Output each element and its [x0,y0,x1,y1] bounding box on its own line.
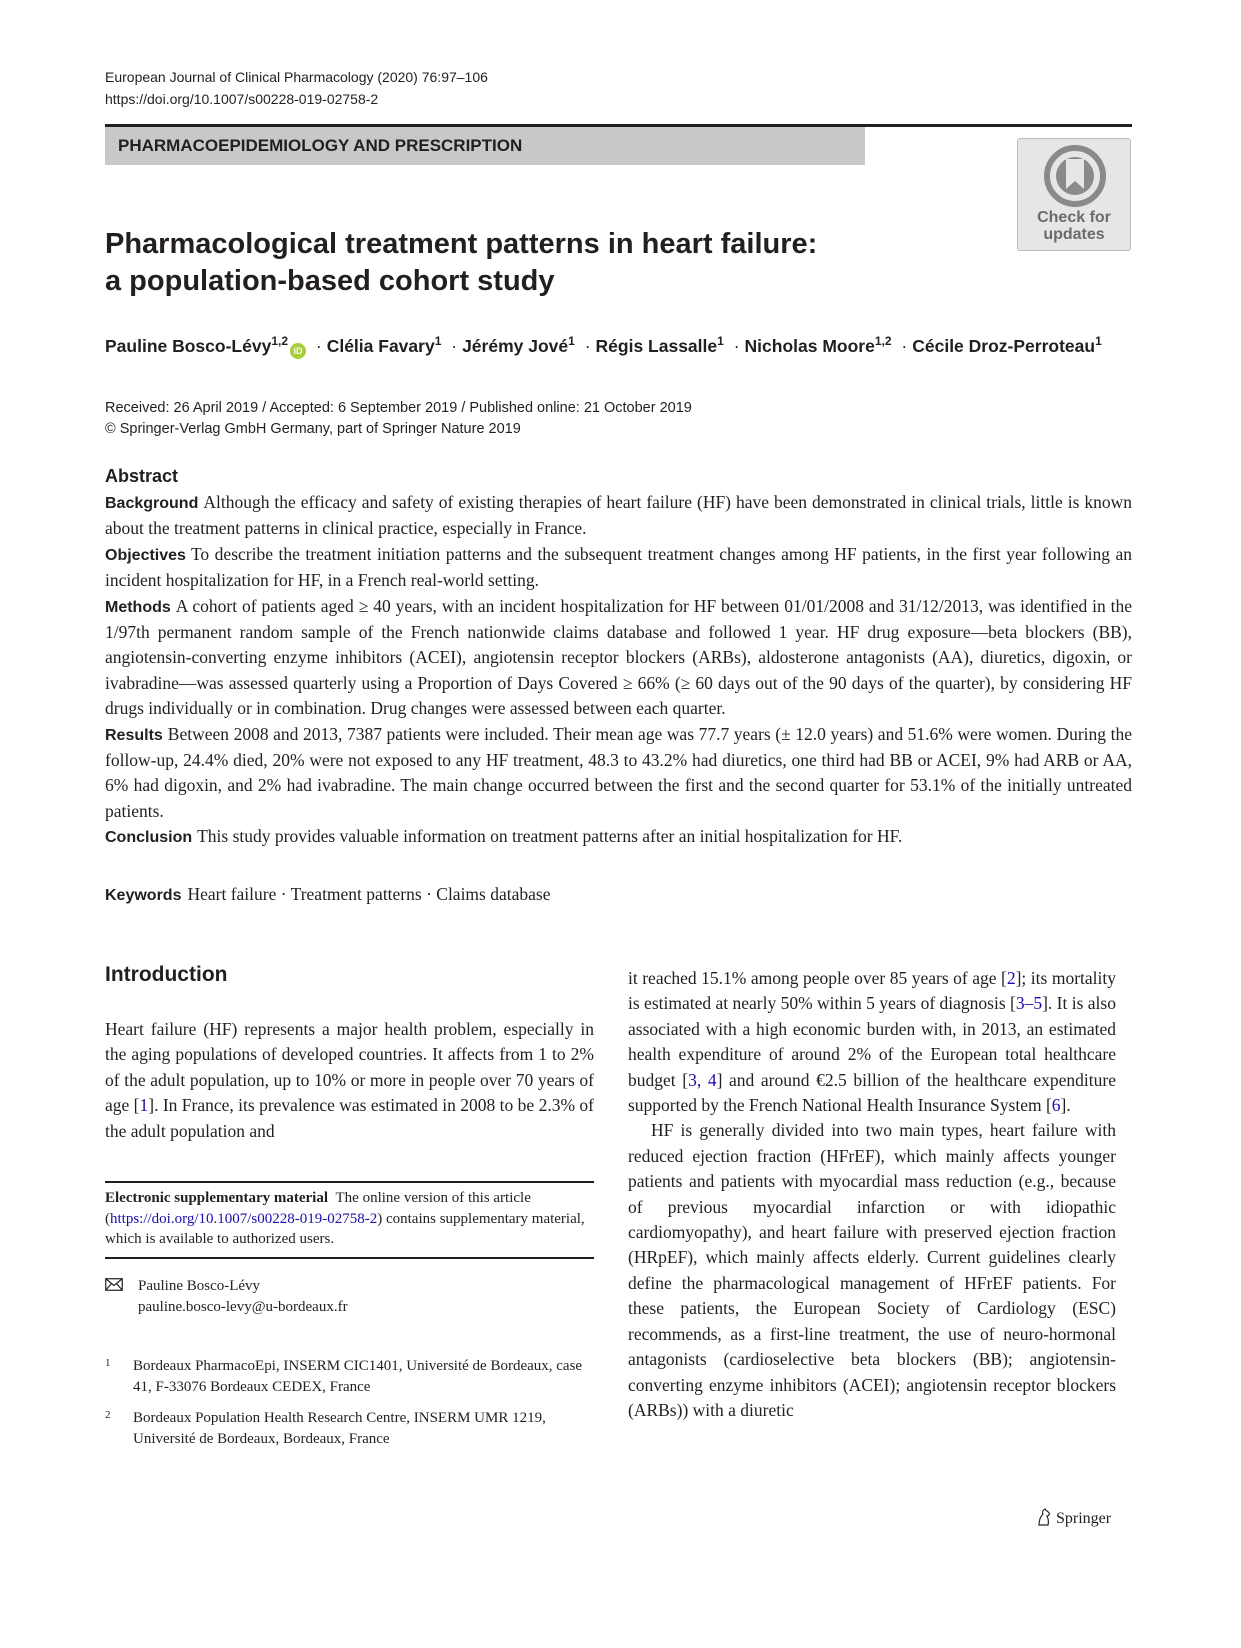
orcid-icon[interactable]: iD [290,343,306,359]
body-text: ]. It is also associated with a high economic burden with, in 2013, an estimated health expenditure of around 2% of the European total healthcare budget [ [628,993,1116,1090]
keywords-text: Heart failure · Treatment patterns · Claims database [187,884,551,904]
introduction-heading: Introduction [105,963,228,986]
author-separator: · [901,336,908,356]
affiliation-number: 1 [105,1357,111,1369]
esm-link[interactable]: https://doi.org/10.1007/s00228-019-02758-2 [110,1210,378,1227]
author-name[interactable]: Cécile Droz-Perroteau [912,336,1096,356]
citation-link[interactable]: 2 [1006,968,1016,988]
abstract-objectives [105,542,1132,594]
keywords [105,884,550,905]
springer-logo [1036,1508,1111,1528]
article-title [105,226,965,300]
publisher-name: Springer [1056,1510,1112,1527]
body-text: ] and around €2.5 billion of the healthcare expenditure supported by the French National Health Insurance System [ [628,1069,1116,1116]
author-affiliation: 1 [1095,334,1102,348]
citation-link[interactable]: 6 [1051,1095,1061,1116]
author-separator: · [315,336,322,356]
dates-line: Received: 26 April 2019 / Accepted: 6 September 2019 / Published online: 21 October 2019 [105,400,692,416]
journal-header [105,66,488,110]
introduction-paragraph-left [105,1017,594,1144]
keywords-label: Keywords [105,887,182,904]
abstract-results [105,722,1132,825]
author-name[interactable]: Jérémy Jové [462,336,569,356]
check-updates-line2: updates [1043,226,1105,243]
abstract-label: Methods [105,598,171,616]
author-list [105,333,1145,359]
correspondence-email[interactable]: pauline.bosco-levy@u-bordeaux.fr [138,1298,348,1315]
author-separator: · [584,336,591,356]
body-text: ]. [1060,1095,1071,1116]
abstract-label: Objectives [105,546,186,564]
abstract-body [105,490,1132,851]
section-label: PHARMACOEPIDEMIOLOGY AND PRESCRIPTION [105,127,865,165]
springer-horse-icon [1036,1508,1052,1526]
abstract-methods [105,594,1132,722]
abstract-background [105,490,1132,542]
citation-link[interactable]: 3–5 [1015,993,1043,1014]
abstract-text: This study provides valuable information on treatment patterns after an initial hospitalization for HF. [197,826,903,847]
doi-link[interactable]: https://doi.org/10.1007/s00228-019-02758-2 [105,91,379,107]
envelope-icon [105,1278,123,1291]
author-name[interactable]: Régis Lassalle [595,336,718,356]
author-affiliation: 1 [568,334,575,348]
introduction-paragraph [628,966,1116,1118]
check-for-updates-badge[interactable] [1017,138,1131,251]
title-line-1: Pharmacological treatment patterns in heart failure: [105,228,818,260]
abstract-label: Results [105,726,163,744]
esm-rule [105,1181,594,1183]
supplementary-material-note [105,1188,594,1250]
check-updates-icon [1044,145,1106,207]
introduction-column-right [628,966,1116,1423]
affiliation-text: Bordeaux PharmacoEpi, INSERM CIC1401, Université de Bordeaux, case 41, F-33076 Bordeaux CEDEX, France [133,1358,583,1395]
abstract-text: Although the efficacy and safety of existing therapies of heart failure (HF) have been demonstrated in clinical trials, little is known about the treatment patterns in clinical practice, especially in France. [105,492,1132,539]
abstract-heading: Abstract [105,466,179,486]
copyright-line: © Springer-Verlag GmbH Germany, part of Springer Nature 2019 [105,421,521,437]
abstract-text: Between 2008 and 2013, 7387 patients were included. Their mean age was 77.7 years (± 12.0 years) and 51.6% were women. During the follow-up, 24.4% died, 20% were not exposed to any HF treatment, 48.3 to 43.2% had diuretics, one third had BB or ACEI, 9% had ARB or AA, 6% had digoxin, and 2% had ivabradine. The main change occurred between the first and the second quarter for 53.1% of the initially untreated patients. [105,723,1132,821]
abstract-conclusion [105,824,1132,850]
esm-label: Electronic supplementary material [105,1190,329,1206]
abstract-label: Background [105,495,199,512]
abstract-label: Conclusion [105,829,193,847]
abstract-text: A cohort of patients aged ≥ 40 years, with an incident hospitalization for HF between 01/01/2008 and 31/12/2013, was identified in the 1/97th permanent random sample of the French nationwide claims database and followed 1 year. HF drug exposure—beta blockers (BB), angiotensin-converting enzyme inhibitors (ACEI), angiotensin receptor blockers (ARBs), aldosterone antagonists (AA), diuretics, digoxin, or ivabradine—was assessed quarterly using a Proportion of Days Covered ≥ 66% (≥ 60 days out of the 90 days of the quarter), by considering HF drugs individually or in combination. Drug changes were assessed between each quarter. [105,595,1132,719]
affiliation-text: Bordeaux Population Health Research Centre, INSERM UMR 1219, Université de Bordeaux, Bordeaux, France [133,1410,546,1447]
author-name[interactable]: Clélia Favary [326,336,435,356]
body-text: ]; its mortality is estimated at nearly 50% within 5 years of diagnosis [ [628,968,1116,1014]
esm-rule [105,1257,594,1259]
body-text: ]. In France, its prevalence was estimated in 2008 to be 2.3% of the adult population and [105,1095,594,1141]
journal-citation: European Journal of Clinical Pharmacology (2020) 76:97–106 [105,69,488,85]
title-line-2: a population-based cohort study [105,265,555,297]
abstract-text: To describe the treatment initiation patterns and the subsequent treatment changes among HF patients, in the first year following an incident hospitalization for HF, in a French real-world setting. [105,543,1132,591]
author-affiliation: 1,2 [874,334,892,348]
author-affiliation: 1,2 [271,334,288,348]
body-text: it reached 15.1% among people over 85 years of age [ [628,968,1007,988]
check-updates-line1: Check for [1037,209,1111,226]
author-name[interactable]: Nicholas Moore [744,336,875,356]
correspondence-name: Pauline Bosco-Lévy [138,1278,261,1294]
introduction-paragraph: HF is generally divided into two main types, heart failure with reduced ejection fraction (HFrEF), which mainly affects younger patients and patients with myocardial mass reduction (e.g., because of previous myocardial infarction or with idiopathic cardiomyopathy), and heart failure with preserved ejection fraction (HRpEF), which mainly affects elderly. Current guidelines clearly define the pharmacological management of HFrEF patients. For these patients, the European Society of Cardiology (ESC) recommends, as a first-line treatment, the use of neuro-hormonal antagonists (cardioselective beta blockers (BB); angiotensin-converting enzyme inhibitors (ACEI); angiotensin receptor blockers (ARBs)) with a diuretic [628,1120,1116,1420]
author-affiliation: 1 [717,334,724,348]
affiliation-number: 2 [105,1409,111,1421]
citation-link[interactable]: 3, 4 [688,1069,717,1090]
esm-text: ) contains supplementary material, which is available to authorized users. [105,1210,585,1247]
author-name[interactable]: Pauline Bosco-Lévy [105,336,272,356]
author-separator: · [733,336,740,356]
citation-link[interactable]: 1 [139,1095,149,1116]
body-text: Heart failure (HF) represents a major health problem, especially in the aging populations of developed countries. It affects from 1 to 2% of the adult population, up to 10% or more in people over 70 years of age [ [105,1019,594,1116]
esm-text: The online version of this article ( [105,1190,531,1227]
publication-dates [105,398,692,440]
author-separator: · [451,336,458,356]
author-affiliation: 1 [434,334,442,348]
